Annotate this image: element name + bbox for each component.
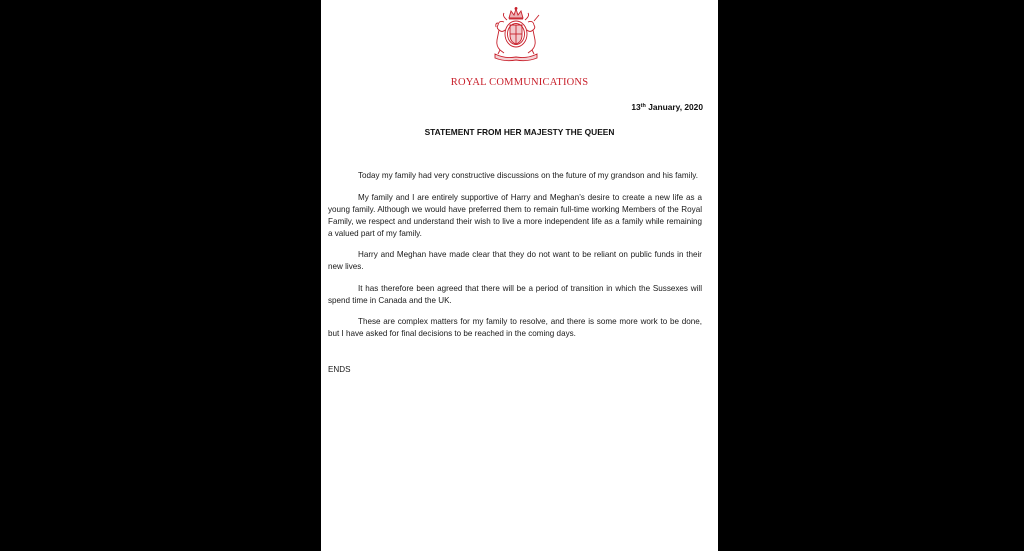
statement-date [631,102,703,112]
royal-communications-heading: ROYAL COMMUNICATIONS [450,77,589,88]
royal-coat-of-arms-icon [487,6,545,62]
paragraph: Today my family had very constructive discussions on the future of my grandson and his family. [358,171,698,180]
date-day: 13 [631,102,641,112]
paragraph: These are complex matters for my family to resolve, and there is some more work to be done, but I have asked for final decisions to be reached in the coming days. [328,317,702,338]
document-page [321,0,718,551]
paragraph: Harry and Meghan have made clear that they do not want to be reliant on public funds in their new lives. [328,250,702,271]
statement-title: STATEMENT FROM HER MAJESTY THE QUEEN [424,127,615,137]
paragraph: My family and I are entirely supportive of Harry and Meghan’s desire to create a new life as a young family. Although we would have preferred them to remain full-time working Members of the Royal Family, we respect and understand their wish to live a more independent life as a family while remaining a valued part of my family. [328,192,702,238]
date-month-year: January, 2020 [645,102,703,112]
paragraph: It has therefore been agreed that there will be a period of transition in which the Sussexes will spend time in Canada and the UK. [328,283,702,305]
date-ordinal-suffix: th [640,103,646,109]
statement-body [328,170,702,350]
ends-marker: ENDS [328,365,351,374]
